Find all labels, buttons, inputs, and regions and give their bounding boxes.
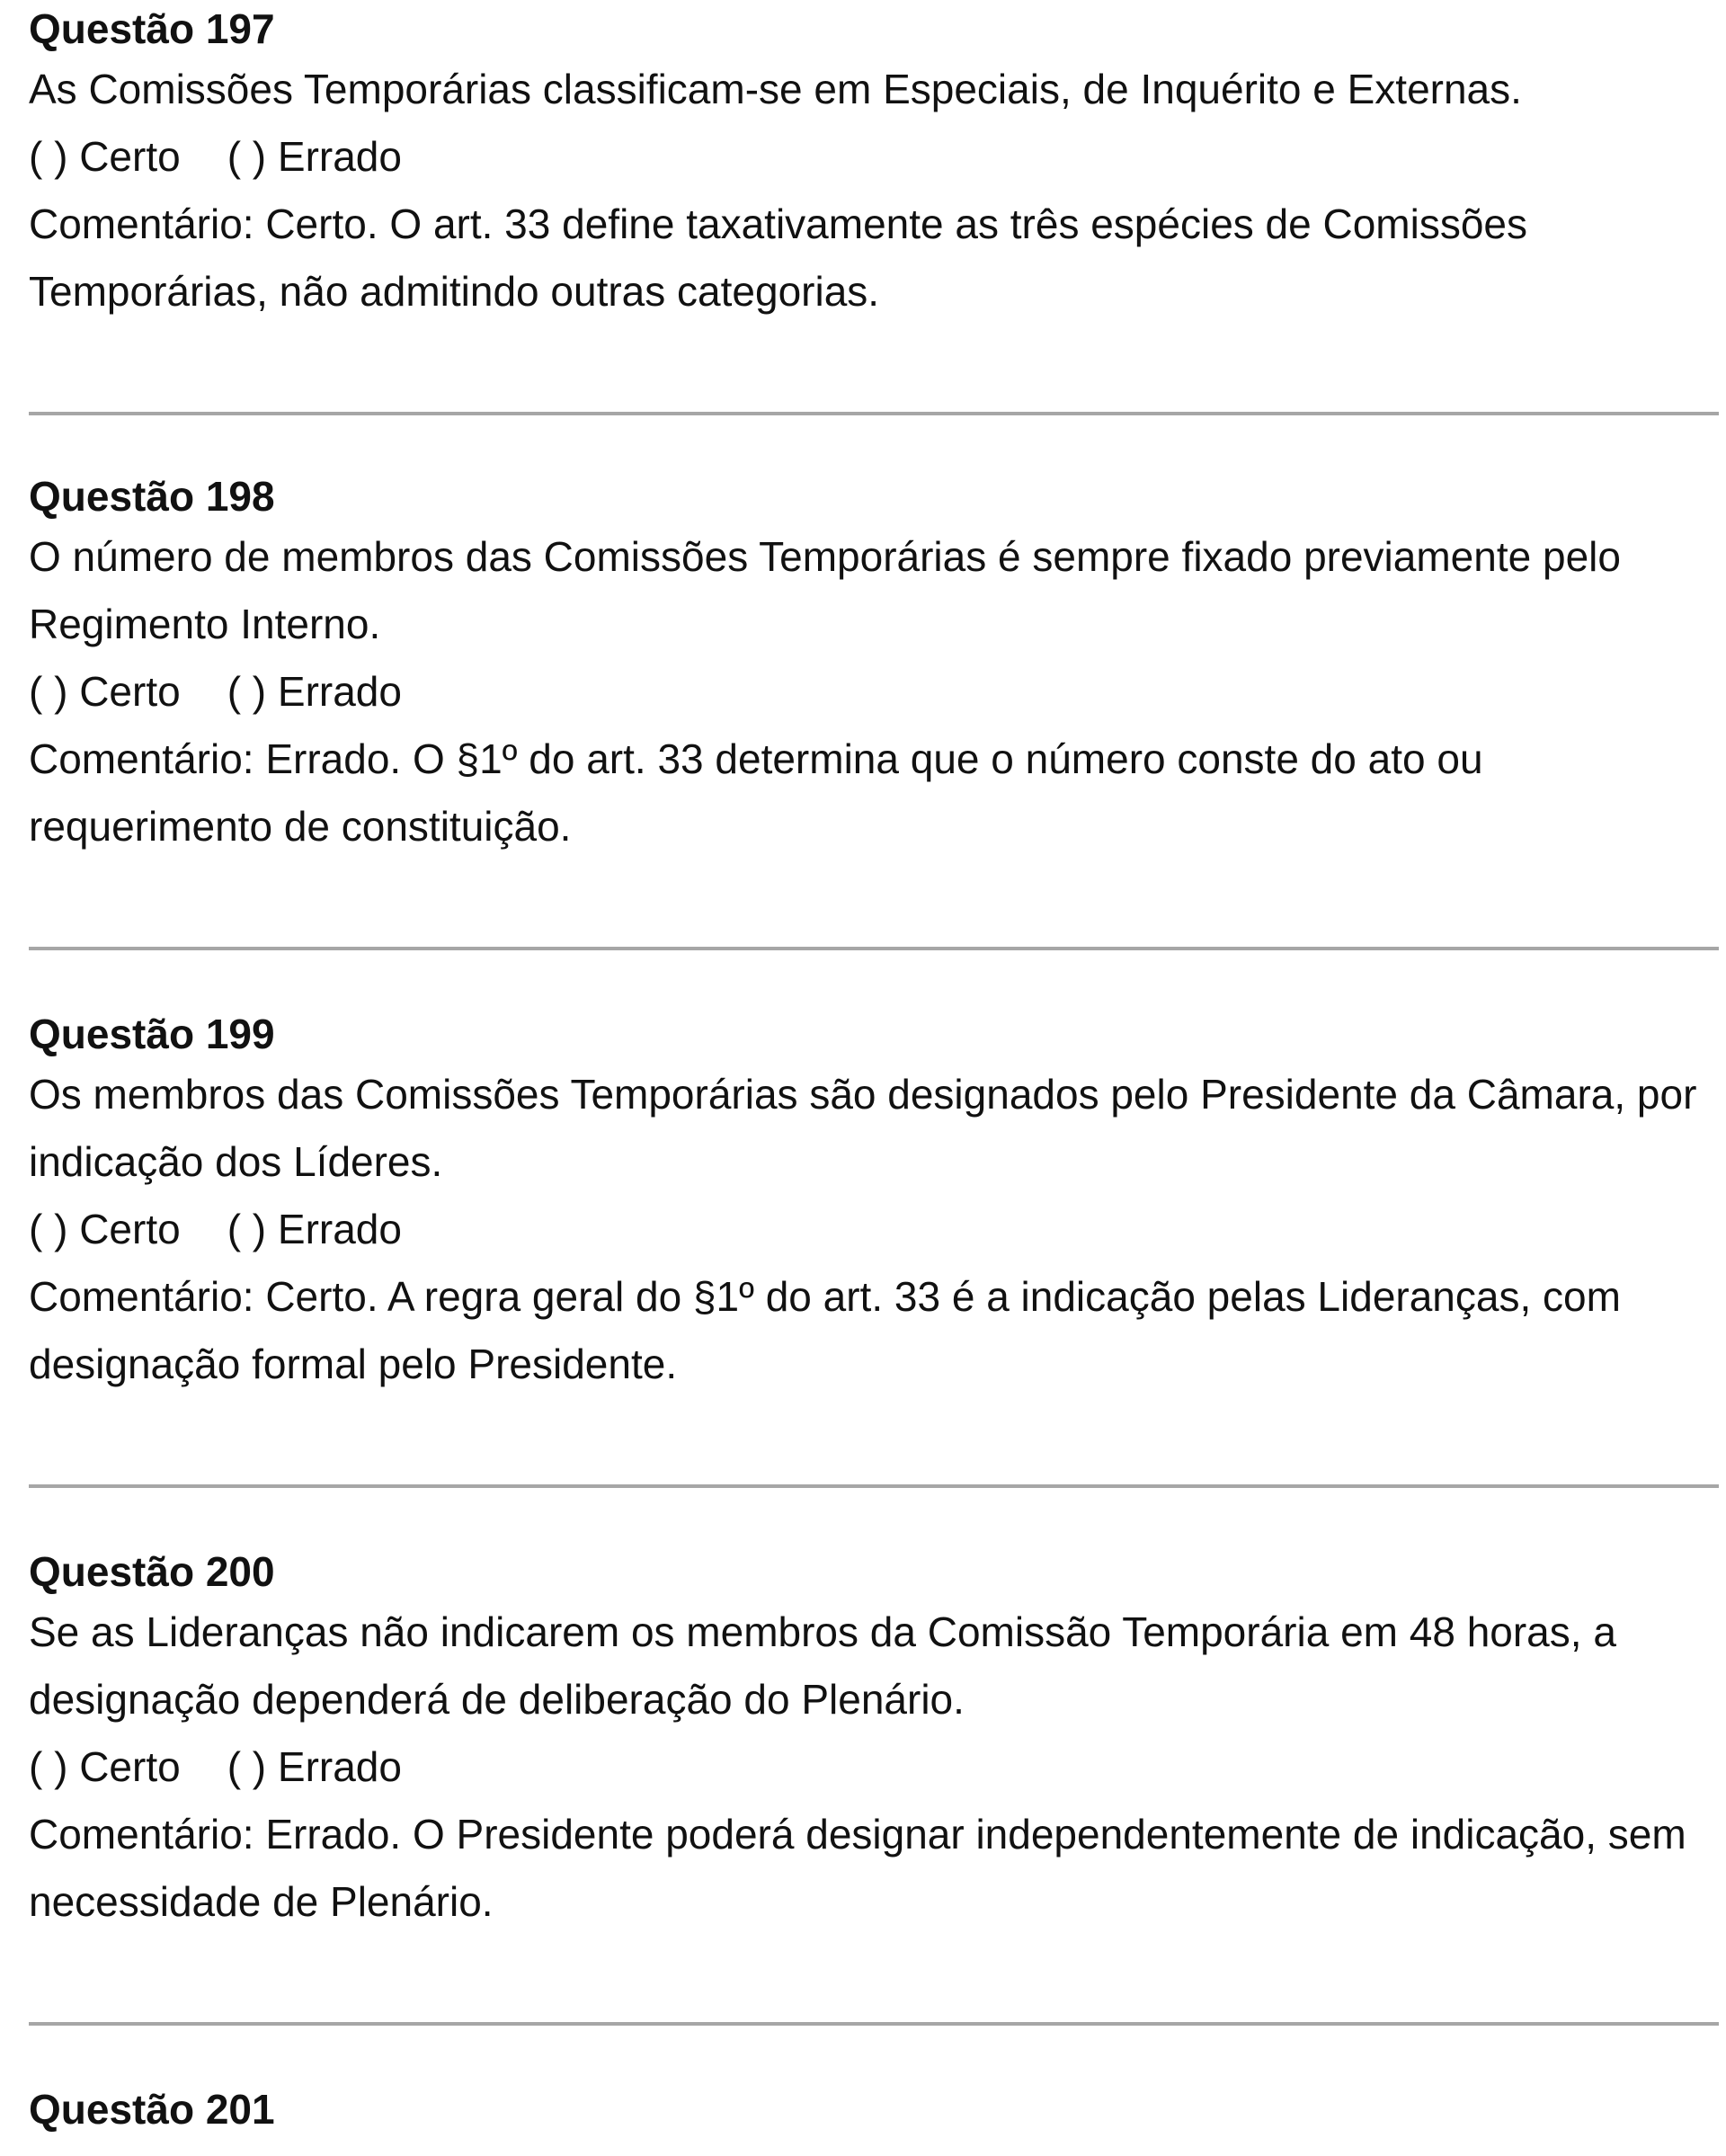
question-201 xyxy=(29,2082,1719,2136)
question-divider xyxy=(29,2022,1719,2026)
answer-options xyxy=(29,1196,1719,1263)
question-comment: Comentário: Certo. A regra geral do §1º do art. 33 é a indicação pelas Lideranças, com designação formal pelo Presidente. xyxy=(29,1273,1621,1387)
question-statement: As Comissões Temporárias classificam-se em Especiais, de Inquérito e Externas. xyxy=(29,66,1522,112)
question-comment: Comentário: Certo. O art. 33 define taxativamente as três espécies de Comissões Temporárias, não admitindo outras categorias. xyxy=(29,200,1528,315)
option-certo[interactable]: ( ) Certo xyxy=(29,1206,181,1252)
question-200 xyxy=(29,1545,1719,1936)
answer-options xyxy=(29,123,1719,191)
question-199 xyxy=(29,1007,1719,1398)
question-divider xyxy=(29,412,1719,415)
question-197 xyxy=(29,2,1719,325)
option-errado[interactable]: ( ) Errado xyxy=(227,1206,402,1252)
question-title: Questão 201 xyxy=(29,2086,275,2133)
option-certo[interactable]: ( ) Certo xyxy=(29,1743,181,1790)
question-divider xyxy=(29,947,1719,950)
question-statement: Se as Lideranças não indicarem os membros da Comissão Temporária em 48 horas, a designação dependerá de deliberação do Plenário. xyxy=(29,1608,1616,1723)
question-title: Questão 199 xyxy=(29,1011,275,1057)
question-198 xyxy=(29,469,1719,860)
question-comment: Comentário: Errado. O §1º do art. 33 determina que o número conste do ato ou requerimento de constituição. xyxy=(29,735,1483,850)
question-title: Questão 198 xyxy=(29,473,275,520)
answer-options xyxy=(29,658,1719,726)
option-certo[interactable]: ( ) Certo xyxy=(29,668,181,715)
question-title: Questão 197 xyxy=(29,5,275,52)
option-certo[interactable]: ( ) Certo xyxy=(29,133,181,180)
question-statement: Os membros das Comissões Temporárias são designados pelo Presidente da Câmara, por indicação dos Líderes. xyxy=(29,1071,1697,1185)
question-comment: Comentário: Errado. O Presidente poderá designar independentemente de indicação, sem necessidade de Plenário. xyxy=(29,1811,1686,1925)
option-errado[interactable]: ( ) Errado xyxy=(227,133,402,180)
option-errado[interactable]: ( ) Errado xyxy=(227,668,402,715)
option-errado[interactable]: ( ) Errado xyxy=(227,1743,402,1790)
question-divider xyxy=(29,1484,1719,1488)
answer-options xyxy=(29,1733,1719,1801)
question-statement: O número de membros das Comissões Temporárias é sempre fixado previamente pelo Regimento Interno. xyxy=(29,533,1621,647)
question-title: Questão 200 xyxy=(29,1548,275,1595)
